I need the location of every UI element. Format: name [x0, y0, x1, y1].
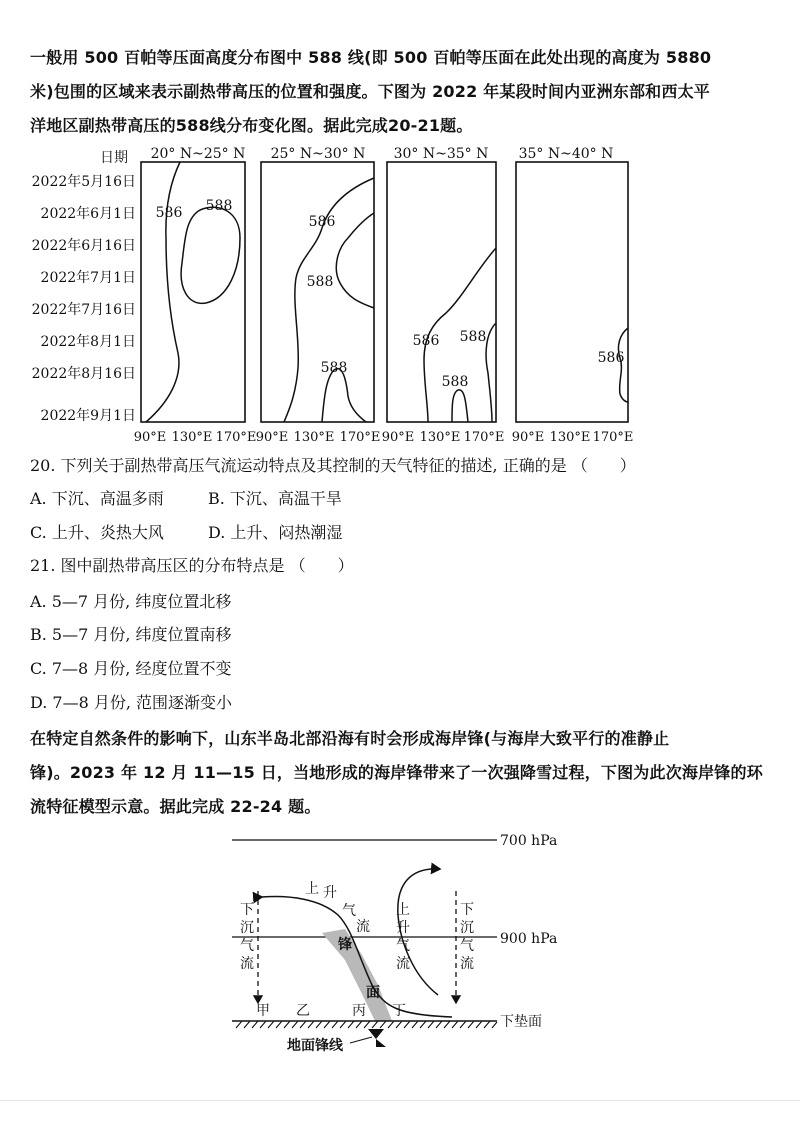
char: 流 [240, 956, 254, 972]
date-label: 2022年5月16日 [31, 174, 136, 190]
panel-title: 30° N~35° N [393, 146, 489, 162]
coastal-front-circulation-diagram [0, 825, 800, 1070]
char: 流 [356, 919, 370, 935]
x-tick: 170°E [339, 430, 381, 445]
isoline-586 [146, 162, 180, 422]
x-tick-labels-panel-1 [134, 430, 257, 445]
intro2-line-2: 锋)。2023 年 12 月 11—15 日，当地形成的海岸锋带来了一次强降雪过程，下图为此次海岸锋的环 [30, 763, 763, 782]
date-label: 2022年6月16日 [31, 238, 136, 254]
date-header: 日期 [100, 150, 128, 166]
date-label: 2022年7月1日 [40, 270, 136, 286]
char: 气 [342, 903, 356, 919]
isoline-588-lower [452, 390, 468, 422]
isoline-588 [486, 323, 496, 422]
x-tick-labels-panel-4 [512, 430, 634, 445]
level-900-label: 900 hPa [500, 931, 558, 947]
level-700-label: 700 hPa [500, 833, 558, 849]
question-20-option-b: B. 下沉、高温干旱 [208, 489, 342, 508]
front-line-leader [350, 1037, 372, 1043]
char: 升 [323, 885, 337, 901]
intro1-line-1: 一般用 500 百帕等压面高度分布图中 588 线(即 500 百帕等压面在此处出现的高度为 5880 [30, 48, 712, 67]
question-20-option-c: C. 上升、炎热大风 [30, 523, 164, 542]
panel-30-35n [387, 146, 496, 422]
intro1-line-2: 米)包围的区域来表示副热带高压的位置和强度。下图为 2022 年某段时间内亚洲东部和西太平 [30, 82, 710, 101]
x-tick: 130°E [171, 430, 213, 445]
isoline-588 [336, 213, 374, 308]
panel-title: 35° N~40° N [518, 146, 614, 162]
subtropical-high-588-figure [0, 138, 800, 448]
panel-25-30n [261, 146, 374, 422]
question-20-option-a: A. 下沉、高温多雨 [30, 489, 164, 508]
question-21-option-a: A. 5—7 月份, 纬度位置北移 [30, 592, 232, 611]
x-tick: 90°E [381, 430, 415, 445]
panel-frame [516, 162, 628, 422]
char: 气 [396, 938, 410, 954]
char: 下 [240, 902, 254, 918]
question-20-stem: 20. 下列关于副热带高压气流运动特点及其控制的天气特征的描述, 正确的是 （ ） [30, 456, 636, 475]
isoline-label: 588 [306, 274, 334, 290]
panel-frame [261, 162, 374, 422]
ground-front-symbol [368, 1029, 386, 1047]
question-20-option-d: D. 上升、闷热潮湿 [208, 523, 343, 542]
x-tick: 170°E [463, 430, 505, 445]
intro1-line-3: 洋地区副热带高压的588线分布变化图。据此完成20-21题。 [30, 116, 473, 135]
x-tick: 130°E [549, 430, 591, 445]
date-label: 2022年6月1日 [40, 206, 136, 222]
date-label: 2022年8月1日 [40, 334, 136, 350]
x-tick-labels-panel-3 [382, 430, 505, 445]
point-bing: 丙 [352, 1003, 366, 1019]
isoline-588-closed [181, 207, 240, 303]
char: 升 [396, 920, 410, 936]
question-21-stem: 21. 图中副热带高压区的分布特点是 （ ） [30, 556, 354, 575]
char: 上 [305, 881, 319, 897]
ground-hatching [236, 1021, 497, 1028]
point-jia: 甲 [256, 1003, 270, 1019]
char: 气 [240, 938, 254, 954]
date-label: 2022年8月16日 [31, 366, 136, 382]
underlying-surface-label: 下垫面 [500, 1014, 542, 1030]
isoline-label: 588 [441, 374, 469, 390]
panel-20-25n [141, 146, 245, 422]
point-ding: 丁 [392, 1003, 406, 1019]
date-label: 2022年9月1日 [40, 408, 136, 424]
isoline-label: 586 [597, 350, 625, 366]
isoline-label: 588 [205, 198, 233, 214]
x-tick: 90°E [255, 430, 289, 445]
x-tick: 170°E [592, 430, 634, 445]
char: 下 [460, 902, 474, 918]
x-tick: 130°E [293, 430, 335, 445]
page-bottom-divider [0, 1100, 800, 1101]
point-yi: 乙 [296, 1003, 310, 1019]
rising-left-label [305, 881, 370, 935]
panel-title: 20° N~25° N [150, 146, 246, 162]
front-char-mian: 面 [366, 985, 380, 1001]
char: 上 [396, 902, 410, 918]
char: 气 [460, 938, 474, 954]
intro2-line-1: 在特定自然条件的影响下，山东半岛北部沿海有时会形成海岸锋(与海岸大致平行的准静止 [30, 729, 670, 748]
char: 流 [460, 956, 474, 972]
isoline-label: 586 [412, 333, 440, 349]
intro2-line-3: 流特征模型示意。据此完成 22-24 题。 [30, 797, 321, 816]
question-21-option-b: B. 5—7 月份, 纬度位置南移 [30, 625, 232, 644]
isoline-588-lower [322, 369, 366, 422]
char: 流 [396, 956, 410, 972]
isoline-label: 586 [155, 205, 183, 221]
x-tick: 130°E [419, 430, 461, 445]
panel-title: 25° N~30° N [270, 146, 366, 162]
x-tick: 90°E [133, 430, 167, 445]
ground-front-line-label: 地面锋线 [287, 1038, 343, 1054]
isoline-label: 586 [308, 214, 336, 230]
char: 沉 [240, 920, 254, 936]
char: 沉 [460, 920, 474, 936]
question-21-option-d: D. 7—8 月份, 范围逐渐变小 [30, 693, 233, 712]
isoline-label: 588 [320, 360, 348, 376]
isoline-label: 588 [459, 329, 487, 345]
x-tick-labels-panel-2 [256, 430, 381, 445]
x-tick: 90°E [511, 430, 545, 445]
panel-35-40n [516, 146, 628, 422]
question-21-option-c: C. 7—8 月份, 经度位置不变 [30, 659, 232, 678]
front-char-feng: 锋 [338, 937, 352, 953]
x-tick: 170°E [215, 430, 257, 445]
date-label: 2022年7月16日 [31, 302, 136, 318]
